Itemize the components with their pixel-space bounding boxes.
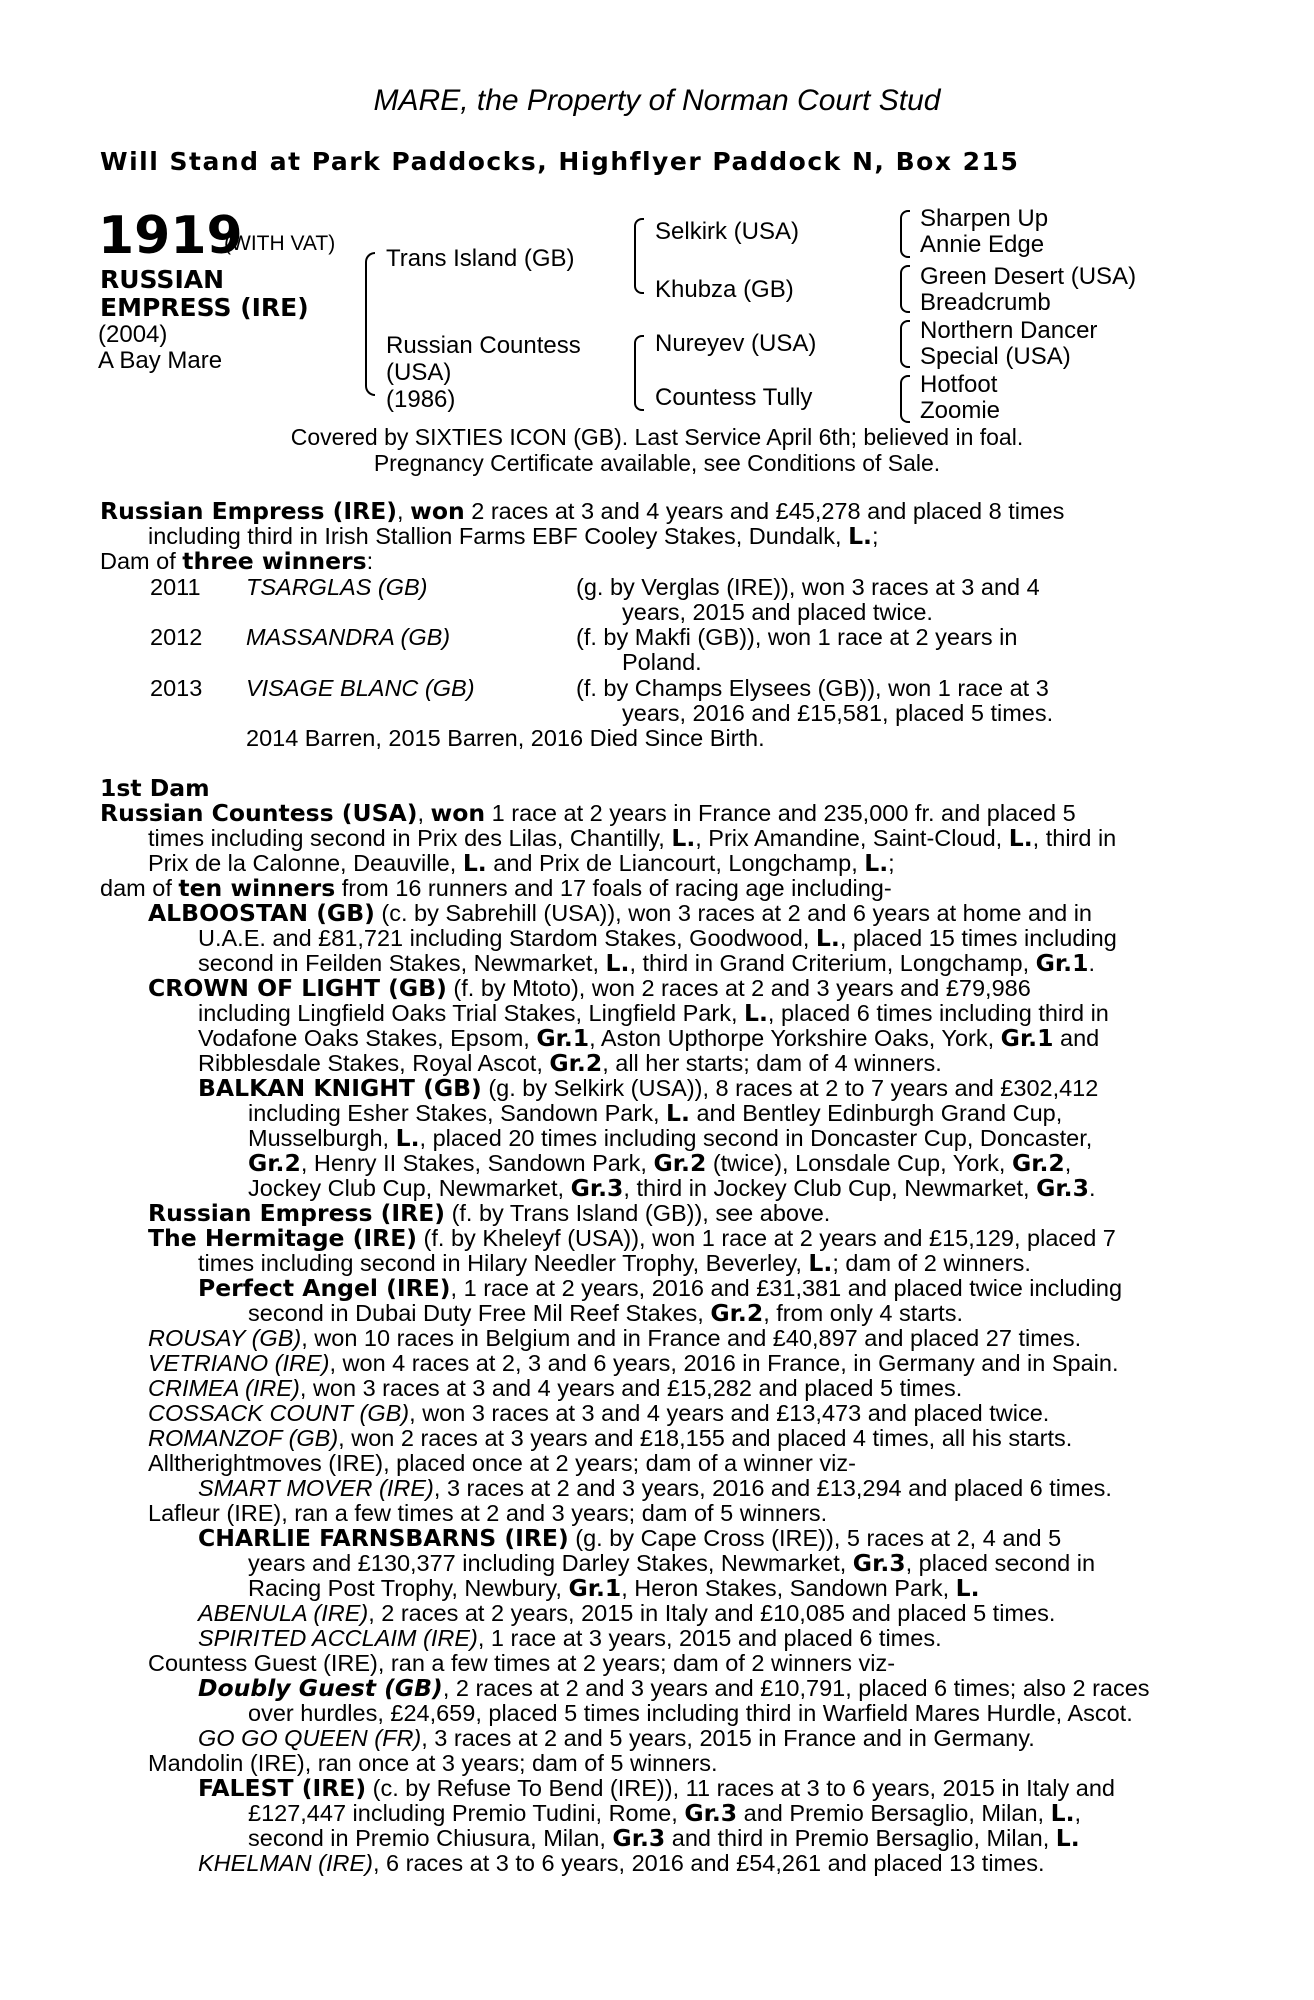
pedigree-dam-sire: Nureyev (USA)	[655, 330, 817, 357]
entry-line: Jockey Club Cup, Newmarket, Gr.3, third in Jockey Club Cup, Newmarket, Gr.3.	[248, 1174, 1096, 1202]
pedigree-g1: Sharpen Up	[920, 205, 1049, 232]
first-dam-heading: 1st Dam	[100, 774, 210, 802]
pedigree-g7: Hotfoot	[920, 371, 998, 398]
entry-line: ABENULA (IRE), 2 races at 2 years, 2015 in Italy and £10,085 and placed 5 times.	[198, 1600, 1056, 1626]
entry-line: ROMANZOF (GB), won 2 races at 3 years and £18,155 and placed 4 times, all his starts.	[148, 1425, 1073, 1451]
lot-number: 1919	[98, 206, 243, 266]
first-dam-line: Prix de la Calonne, Deauville, L. and Prix de Liancourt, Longchamp, L.;	[148, 849, 895, 877]
entry-line: KHELMAN (IRE), 6 races at 3 to 6 years, 2016 and £54,261 and placed 13 times.	[198, 1850, 1045, 1876]
entry-line: CHARLIE FARNSBARNS (IRE) (g. by Cape Cross (IRE)), 5 races at 2, 4 and 5	[198, 1524, 1062, 1552]
entry-line: Racing Post Trophy, Newbury, Gr.1, Heron Stakes, Sandown Park, L.	[248, 1574, 980, 1602]
entry-line: including Lingfield Oaks Trial Stakes, Lingfield Park, L., placed 6 times including third in	[198, 999, 1109, 1027]
entry-line: FALEST (IRE) (c. by Refuse To Bend (IRE)), 11 races at 3 to 6 years, 2015 in Italy and	[198, 1774, 1115, 1802]
pedigree-g3: Green Desert (USA)	[920, 263, 1137, 290]
pedigree-dam-line1: Russian Countess	[386, 332, 581, 359]
pedigree-g2: Annie Edge	[920, 231, 1045, 258]
record-line-3: Dam of three winners:	[100, 547, 374, 575]
horse-description: A Bay Mare	[98, 347, 223, 374]
entry-line: Countess Guest (IRE), ran a few times at 2 years; dam of 2 winners viz-	[148, 1650, 896, 1676]
produce-name: TSARGLAS (GB)	[246, 574, 428, 600]
pedigree-g5: Northern Dancer	[920, 317, 1098, 344]
produce-name: MASSANDRA (GB)	[246, 624, 451, 650]
entry-line: second in Dubai Duty Free Mil Reef Stakes, Gr.2, from only 4 starts.	[248, 1299, 963, 1327]
entry-line: second in Premio Chiusura, Milan, Gr.3 and third in Premio Bersaglio, Milan, L.	[248, 1824, 1080, 1852]
horse-name-line1: RUSSIAN	[100, 265, 225, 294]
entry-line: second in Feilden Stakes, Newmarket, L., third in Grand Criterium, Longchamp, Gr.1.	[198, 949, 1095, 977]
entry-line: CRIMEA (IRE), won 3 races at 3 and 4 years and £15,282 and placed 5 times.	[148, 1375, 963, 1401]
horse-info	[98, 322, 222, 374]
horse-name-line2: EMPRESS (IRE)	[100, 293, 309, 322]
pedigree-brace-g2	[900, 265, 910, 313]
produce-detail: years, 2016 and £15,581, placed 5 times.	[622, 700, 1054, 726]
entry-line: Ribblesdale Stakes, Royal Ascot, Gr.2, all her starts; dam of 4 winners.	[198, 1049, 942, 1077]
pedigree-g4: Breadcrumb	[920, 289, 1051, 316]
entry-line: CROWN OF LIGHT (GB) (f. by Mtoto), won 2 races at 2 and 3 years and £79,986	[148, 974, 1031, 1002]
produce-detail: (g. by Verglas (IRE)), won 3 races at 3 and 4	[576, 574, 1040, 600]
horse-name	[100, 266, 309, 322]
entry-line: including Esher Stakes, Sandown Park, L. and Bentley Edinburgh Grand Cup,	[248, 1099, 1063, 1127]
entry-line: times including second in Hilary Needler Trophy, Beverley, L.; dam of 2 winners.	[198, 1249, 1031, 1277]
pedigree-brace-main	[365, 252, 375, 396]
pedigree-sire: Trans Island (GB)	[386, 245, 575, 272]
pedigree-dam-line2: (USA)	[386, 359, 452, 386]
entry-line: Gr.2, Henry II Stakes, Sandown Park, Gr.2 (twice), Lonsdale Cup, York, Gr.2,	[248, 1149, 1072, 1177]
pedigree-dam	[386, 332, 581, 413]
entry-line: U.A.E. and £81,721 including Stardom Stakes, Goodwood, L., placed 15 times including	[198, 924, 1117, 952]
first-dam-line: Russian Countess (USA), won 1 race at 2 years in France and 235,000 fr. and placed 5	[100, 799, 1076, 827]
pedigree-dam-dam: Countess Tully	[655, 384, 813, 411]
entry-line: The Hermitage (IRE) (f. by Kheleyf (USA)), won 1 race at 2 years and £15,129, placed 7	[148, 1224, 1116, 1252]
produce-note: 2014 Barren, 2015 Barren, 2016 Died Since Birth.	[246, 725, 765, 751]
entry-line: VETRIANO (IRE), won 4 races at 2, 3 and 6 years, 2016 in France, in Germany and in Spain.	[148, 1350, 1119, 1376]
pregnancy-line: Pregnancy Certificate available, see Conditions of Sale.	[373, 450, 941, 476]
produce-name: VISAGE BLANC (GB)	[246, 675, 475, 701]
entry-line: Vodafone Oaks Stakes, Epsom, Gr.1, Aston Upthorpe Yorkshire Oaks, York, Gr.1 and	[198, 1024, 1100, 1052]
pedigree-brace-sire	[634, 218, 644, 294]
entry-line: GO GO QUEEN (FR), 3 races at 2 and 5 years, 2015 in France and in Germany.	[198, 1725, 1035, 1751]
pedigree-g6: Special (USA)	[920, 343, 1071, 370]
entry-line: ALBOOSTAN (GB) (c. by Sabrehill (USA)), won 3 races at 2 and 6 years at home and in	[148, 899, 1092, 927]
pedigree-dam-line3: (1986)	[386, 386, 456, 413]
entry-line: COSSACK COUNT (GB), won 3 races at 3 and 4 years and £13,473 and placed twice.	[148, 1400, 1050, 1426]
entry-line: SMART MOVER (IRE), 3 races at 2 and 3 years, 2016 and £13,294 and placed 6 times.	[198, 1475, 1112, 1501]
pedigree-brace-g3	[900, 320, 910, 368]
entry-line: Mandolin (IRE), ran once at 3 years; dam of 5 winners.	[148, 1750, 718, 1776]
covering-line: Covered by SIXTIES ICON (GB). Last Service April 6th; believed in foal.	[290, 424, 1024, 450]
record-line-2: including third in Irish Stallion Farms EBF Cooley Stakes, Dundalk, L.;	[148, 522, 879, 550]
produce-detail: years, 2015 and placed twice.	[622, 599, 933, 625]
entry-line: Lafleur (IRE), ran a few times at 2 and 3 years; dam of 5 winners.	[148, 1500, 828, 1526]
pedigree-brace-dam	[634, 335, 644, 411]
entry-line: Musselburgh, L., placed 20 times including second in Doncaster Cup, Doncaster,	[248, 1124, 1093, 1152]
pedigree-brace-g1	[900, 210, 910, 258]
produce-year: 2011	[150, 574, 201, 600]
location-line: Will Stand at Park Paddocks, Highflyer Paddock N, Box 215	[100, 147, 1020, 176]
entry-line: over hurdles, £24,659, placed 5 times including third in Warfield Mares Hurdle, Ascot.	[248, 1700, 1133, 1726]
page-title: MARE, the Property of Norman Court Stud	[373, 84, 941, 117]
entry-line: Doubly Guest (GB), 2 races at 2 and 3 years and £10,791, placed 6 times; also 2 races	[198, 1674, 1150, 1702]
entry-line: Alltherightmoves (IRE), placed once at 2 years; dam of a winner viz-	[148, 1450, 856, 1476]
produce-year: 2013	[150, 675, 203, 701]
record-line-1: Russian Empress (IRE), won 2 races at 3 and 4 years and £45,278 and placed 8 times	[100, 497, 1065, 525]
vat-note: (WITH VAT)	[224, 232, 336, 255]
produce-detail: (f. by Champs Elysees (GB)), won 1 race at 3	[576, 675, 1049, 701]
first-dam-line: times including second in Prix des Lilas, Chantilly, L., Prix Amandine, Saint-Cloud, L., third in	[148, 824, 1117, 852]
produce-detail: Poland.	[622, 649, 702, 675]
pedigree-g8: Zoomie	[920, 397, 1001, 424]
mare-name: Russian Empress (IRE)	[100, 497, 398, 525]
entry-line: years and £130,377 including Darley Stakes, Newmarket, Gr.3, placed second in	[248, 1549, 1096, 1577]
entry-line: Perfect Angel (IRE), 1 race at 2 years, 2016 and £31,381 and placed twice including	[198, 1274, 1123, 1302]
first-dam-line: dam of ten winners from 16 runners and 17 foals of racing age including-	[100, 874, 892, 902]
entry-line: BALKAN KNIGHT (GB) (g. by Selkirk (USA)), 8 races at 2 to 7 years and £302,412	[198, 1074, 1099, 1102]
pedigree-sire-sire: Selkirk (USA)	[655, 218, 800, 245]
pedigree-sire-dam: Khubza (GB)	[655, 276, 794, 303]
produce-year: 2012	[150, 624, 203, 650]
pedigree-brace-g4	[900, 375, 910, 423]
entry-line: SPIRITED ACCLAIM (IRE), 1 race at 3 years, 2015 and placed 6 times.	[198, 1625, 942, 1651]
entry-line: Russian Empress (IRE) (f. by Trans Island (GB)), see above.	[148, 1199, 831, 1227]
produce-detail: (f. by Makfi (GB)), won 1 race at 2 years in	[576, 624, 1018, 650]
entry-line: £127,447 including Premio Tudini, Rome, Gr.3 and Premio Bersaglio, Milan, L.,	[248, 1799, 1082, 1827]
foaling-year: (2004)	[98, 321, 168, 348]
entry-line: ROUSAY (GB), won 10 races in Belgium and in France and £40,897 and placed 27 times.	[148, 1325, 1082, 1351]
